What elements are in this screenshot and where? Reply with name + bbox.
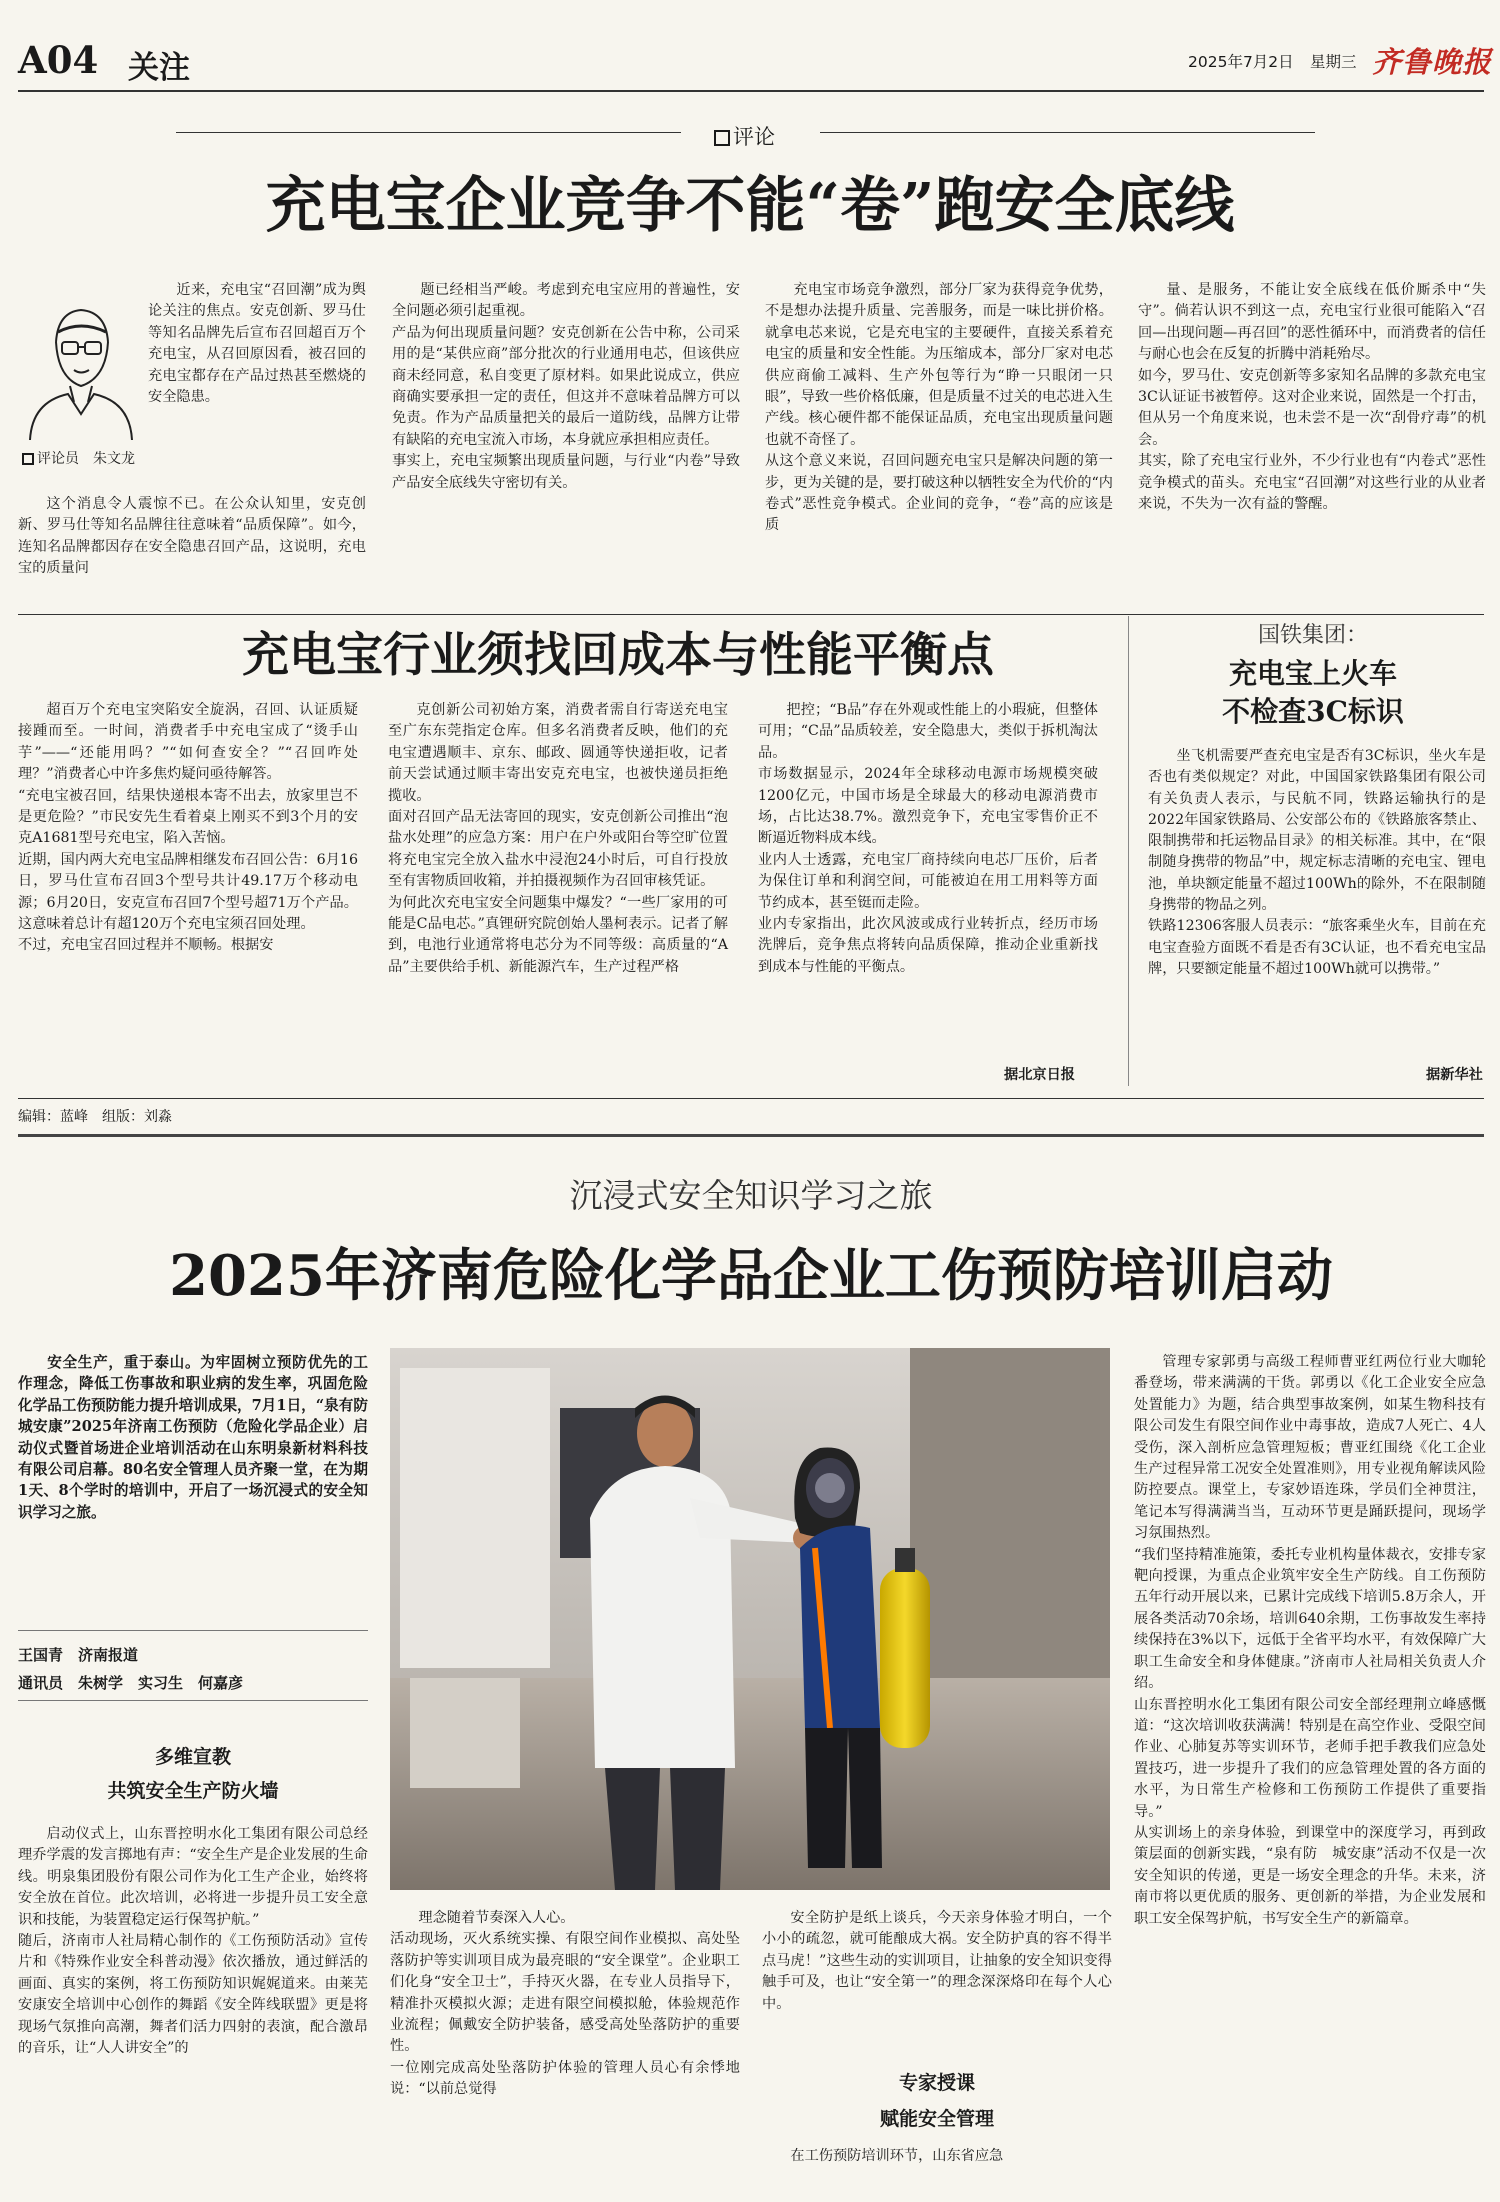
author-portrait — [22, 290, 140, 442]
training-col3: 安全防护是纸上谈兵，今天亲身体验才明白，一个小小的疏忽，就可能酿成大祸。安全防护真的容不得半点马虎！”这些生动的实训项目，让抽象的安全知识变得触手可及，也让“安全第一”的理念深深烙印在每个人心中。 — [762, 1910, 1112, 2012]
page-number: A04 — [18, 38, 99, 82]
commentary-label-text: 评论 — [733, 125, 775, 149]
balance-headline: 充电宝行业须找回成本与性能平衡点 — [242, 628, 994, 683]
commentary-rule-right — [820, 132, 1315, 133]
training-byline-1: 王国青 济南报道 — [18, 1646, 139, 1664]
commentary-col1: 这个消息令人震惊不已。在公众认知里，安克创新、罗马仕等知名品牌往往意味着“品质保障”。如今，连知名品牌都因存在安全隐患召回产品，这说明，充电宝的质量问 — [18, 496, 366, 577]
commentary-headline: 充电宝企业竞争不能“卷”跑安全底线 — [265, 171, 1235, 241]
square-icon — [714, 130, 730, 146]
training-lead: 安全生产，重于泰山。为牢固树立预防优先的工作理念，降低工伤事故和职业病的发生率，巩固危险化学品工伤预防能力提升培训成果，7月1日，“泉有防 城安康”2025年济南工伤预防（危险化学品企业）启动仪式暨首场进企业培训活动在山东明泉新材料科技有限公司启幕。80名安全管理人员齐聚一堂，在为期1天、8个学时的培训中，开启了一场沉浸式的安全知识学习之旅。 — [18, 1354, 383, 1521]
commentary-label — [714, 121, 775, 151]
training-col3-tail: 在工伤预防培训环节，山东省应急 — [790, 2148, 1004, 2164]
commentary-col4: 量、是服务，不能让安全底线在低价厮杀中“失守”。倘若认识不到这一点，充电宝行业很可能陷入“召回—出现问题—再召回”的恶性循环中，而消费者的信任与耐心也会在反复的折腾中消耗殆尽。 如今，罗马仕、安克创新等多家知名品牌的多款充电宝3C认证证书被暂停。这对企业来说，固然是一个打击，但从另一个角度来说，也未尝不是一次“刮骨疗毒”的机会。 其实，除了充电宝行业外，不少行业也有“内卷式”恶性竞争模式的苗头。充电宝“召回潮”对这些行业的从业者来说，不失为一次有益的警醒。 — [1138, 282, 1486, 513]
commentary-col2: 题已经相当严峻。考虑到充电宝应用的普遍性，安全问题必须引起重视。 产品为何出现质量问题？安克创新在公告中称，公司采用的是“某供应商”部分批次的行业通用电芯，但该供应商未经同意，私自变更了原材料。如果此说成立，供应商确实要承担一定的责任，但这并不意味着品牌方可以免责。作为产品质量把关的最后一道防线，品牌方让带有缺陷的充电宝流入市场，本身就应承担相应责任。 事实上，充电宝频繁出现质量问题，与行业“内卷”导致产品安全底线失守密切有关。 — [392, 282, 740, 491]
balance-col3: 把控；“B品”存在外观或性能上的小瑕疵，但整体可用；“C品”品质较差，安全隐患大，类似于拆机淘汰品。 市场数据显示，2024年全球移动电源市场规模突破1200亿元，中国市场是全球最大的移动电源消费市场，占比达38.7%。激烈竞争下，充电宝零售价正不断逼近物料成本线。 业内人士透露，充电宝厂商持续向电芯厂压价，后者为保住订单和利润空间，可能被迫在用工用料等方面节约成本，甚至铤而走险。 业内专家指出，此次风波或成行业转折点，经历市场洗牌后，竞争焦点将转向品质保障，推动企业重新找到成本与性能的平衡点。 — [758, 702, 1098, 975]
commentary-col3: 充电宝市场竞争激烈，部分厂家为获得竞争优势，不是想办法提升质量、完善服务，而是一味比拼价格。就拿电芯来说，它是充电宝的主要硬件，直接关系着充电宝的质量和安全性能。为压缩成本，部分厂家对电芯供应商偷工减料、生产外包等行为“睁一只眼闭一只眼”，导致一些价格低廉，但是质量不过关的电芯进入生产线。核心硬件都不能保证品质，充电宝出现质量问题也就不奇怪了。 从这个意义来说，召回问题充电宝只是解决问题的第一步，更为关键的是，要打破这种以牺牲安全为代价的“内卷式”恶性竞争模式。企业间的竞争，“卷”高的应该是质 — [765, 282, 1113, 534]
training-byline-rule — [18, 1630, 368, 1631]
training-col2: 理念随着节奏深入人心。 活动现场，灭火系统实操、有限空间作业模拟、高处坠落防护等实训项目成为最亮眼的“安全课堂”。企业职工们化身“安全卫士”，手持灭火器，在专业人员指导下，精准扑灭模拟火源；走进有限空间模拟舱，体验规范作业流程；佩戴安全防护装备，感受高处坠落防护的重要性。 一位刚完成高处坠落防护体验的管理人员心有余悸地说：“以前总觉得 — [390, 1910, 740, 2098]
balance-rule — [18, 614, 1484, 615]
issue-date: 2025年7月2日 — [1188, 53, 1294, 71]
railway-kicker: 国铁集团： — [1257, 623, 1368, 648]
square-icon — [22, 453, 34, 465]
training-sub2-line2: 赋能安全管理 — [879, 2108, 994, 2130]
commentary-rule-left — [176, 132, 681, 133]
balance-credit: 据北京日报 — [1000, 1064, 1075, 1084]
section-name: 关注 — [128, 50, 190, 86]
header-rule — [18, 90, 1484, 92]
issue-weekday: 星期三 — [1310, 53, 1357, 71]
railway-headline-2: 不检查3C标识 — [1222, 695, 1404, 728]
railway-credit: 据新华社 — [1424, 1064, 1483, 1084]
training-sub1-line2: 共筑安全生产防火墙 — [107, 1780, 279, 1802]
training-photo — [390, 1348, 1110, 1890]
commentary-lead: 近来，充电宝“召回潮”成为舆论关注的焦点。安克创新、罗马仕等知名品牌先后宣布召回超百万个充电宝，从召回原因看，被召回的充电宝都存在产品过热甚至燃烧的安全隐患。 — [148, 282, 366, 406]
railway-headline-1: 充电宝上火车 — [1228, 657, 1397, 690]
training-sub1-line1: 多维宣教 — [154, 1746, 231, 1768]
commentary-byline — [22, 448, 135, 468]
training-col4: 管理专家郭勇与高级工程师曹亚红两位行业大咖轮番登场，带来满满的干货。郭勇以《化工企业安全应急处置能力》为题，结合典型事故案例，如某生物科技有限公司发生有限空间作业中毒事故，造成7人死亡、4人受伤，深入剖析应急管理短板；曹亚红围绕《化工企业生产过程异常工况安全处置准则》，用专业视角解读风险防控要点。课堂上，专家妙语连珠，学员们全神贯注，笔记本写得满满当当，互动环节更是踊跃提问，现场学习氛围热烈。 “我们坚持精准施策，委托专业机构量体裁衣，安排专家靶向授课，为重点企业筑牢安全生产防线。自工伤预防五年行动开展以来，已累计完成线下培训5.8万余人，开展各类活动70余场，培训640余期，工伤事故发生率持续保持在3%以下，远低于全省平均水平，有效保障广大职工生命安全和身体健康。”济南市人社局相关负责人介绍。 山东晋控明水化工集团有限公司安全部经理荆立峰感慨道：“这次培训收获满满！特别是在高空作业、受限空间作业、心肺复苏等实训环节，老师手把手教我们应急处置技巧，进一步提升了我们的应急管理处置的各方面的水平，为日常生产检修和工伤预防工作提供了重要指导。” 从实训场上的亲身体验，到课堂中的深度学习，再到政策层面的创新实践，“泉有防 城安康”活动不仅是一次安全知识的传递，更是一场安全理念的升华。未来，济南市将以更优质的服务、更创新的举措，为企业发展和职工安全保驾护航，书写安全生产的新篇章。 — [1134, 1354, 1486, 1927]
balance-col1: 超百万个充电宝突陷安全旋涡，召回、认证质疑接踵而至。一时间，消费者手中充电宝成了“烫手山芋”——“还能用吗？”“如何查安全？”“召回咋处理？”消费者心中许多焦灼疑问亟待解答。 “充电宝被召回，结果快递根本寄不出去，放家里岂不是更危险？”市民安先生看着桌上刚买不到3个月的安克A1681型号充电宝，陷入苦恼。 近期，国内两大充电宝品牌相继发布召回公告：6月16日，罗马仕宣布召回3个型号共计49.17万个移动电源；6月20日，安克宣布召回7个型号超71万个产品。这意味着总计有超120万个充电宝须召回处理。 不过，充电宝召回过程并不顺畅。根据安 — [18, 702, 358, 954]
editors-rule — [18, 1098, 1484, 1099]
section-separator — [18, 1134, 1484, 1137]
railway-body: 坐飞机需要严查充电宝是否有3C标识，坐火车是否也有类似规定？对此，中国国家铁路集团有限公司有关负责人表示，与民航不同，铁路运输执行的是2022年国家铁路局、公安部公布的《铁路旅客禁止、限制携带和托运物品目录》的相关标准。其中，在“限制随身携带的物品”中，规定标志清晰的充电宝、锂电池，单块额定能量不超过100Wh的除外，不在限制随身携带的物品之列。 铁路12306客服人员表示：“旅客乘坐火车，目前在充电宝查验方面既不看是否有3C认证，也不看充电宝品牌，只要额定能量不超过100Wh就可以携带。” — [1148, 748, 1486, 977]
training-headline: 2025年济南危险化学品企业工伤预防培训启动 — [169, 1243, 1333, 1309]
newspaper-logo: 齐鲁晚报 — [1372, 45, 1493, 79]
training-byline-rule-2 — [18, 1700, 368, 1701]
railway-divider — [1128, 616, 1129, 1086]
training-byline-2: 通讯员 朱树学 实习生 何嘉彦 — [18, 1674, 244, 1692]
editors-line: 编辑：蓝峰 组版：刘淼 — [18, 1109, 172, 1125]
training-col1: 启动仪式上，山东晋控明水化工集团有限公司总经理乔学震的发言掷地有声：“安全生产是企业发展的生命线。明泉集团股份有限公司作为化工生产企业，始终将安全放在首位。此次培训，必将进一步提升员工安全意识和技能，为装置稳定运行保驾护航。” 随后，济南市人社局精心制作的《工伤预防活动》宣传片和《特殊作业安全科普动漫》依次播放，通过鲜活的画面、真实的案例，将工伤预防知识娓娓道来。由莱芜安康安全培训中心创作的舞蹈《安全阵线联盟》更是将现场气氛推向高潮，舞者们活力四射的表演，配合激昂的音乐，让“人人讲安全”的 — [18, 1826, 368, 2057]
balance-col2: 克创新公司初始方案，消费者需自行寄送充电宝至广东东莞指定仓库。但多名消费者反映，他们的充电宝遭遇顺丰、京东、邮政、圆通等快递拒收，记者前天尝试通过顺丰寄出安克充电宝，也被快递员拒绝揽收。 面对召回产品无法寄回的现实，安克创新公司推出“泡盐水处理”的应急方案：用户在户外或阳台等空旷位置将充电宝完全放入盐水中浸泡24小时后，可自行投放至有害物质回收箱，并拍摄视频作为召回审核凭证。 为何此次充电宝安全问题集中爆发？“一些厂家用的可能是C品电芯。”真锂研究院创始人墨柯表示。记者了解到，电池行业通常将电芯分为不同等级：高质量的“A品”主要供给手机、新能源汽车，生产过程严格 — [388, 702, 728, 975]
training-sub2-line1: 专家授课 — [898, 2072, 975, 2094]
training-kicker: 沉浸式安全知识学习之旅 — [569, 1176, 933, 1215]
commentary-byline-text: 评论员 朱文龙 — [37, 451, 135, 467]
